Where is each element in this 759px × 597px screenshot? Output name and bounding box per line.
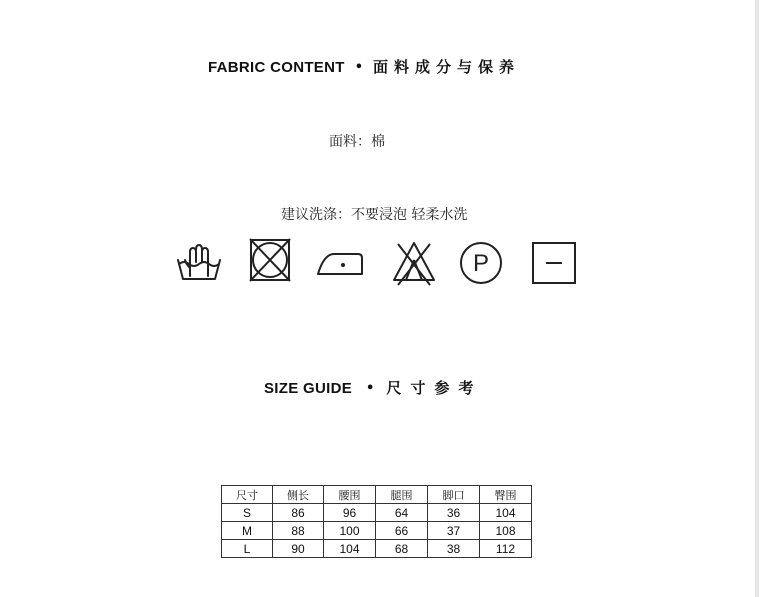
table-header: 侧长 [273, 486, 324, 504]
table-cell: 66 [376, 522, 428, 540]
hand-wash-icon [176, 238, 222, 282]
dry-clean-p-icon [458, 240, 504, 286]
table-cell: 64 [376, 504, 428, 522]
fabric-content-heading [208, 56, 520, 77]
table-cell: 112 [480, 540, 532, 558]
table-cell: 38 [428, 540, 480, 558]
table-cell: 88 [273, 522, 324, 540]
table-cell: 104 [480, 504, 532, 522]
fabric-title-en: FABRIC CONTENT [208, 59, 345, 76]
table-cell: 37 [428, 522, 480, 540]
table-cell: 96 [324, 504, 376, 522]
size-title-en: SIZE GUIDE [264, 380, 353, 397]
size-title-zh: 尺寸参考 [386, 379, 483, 397]
fabric-title-zh: 面料成分与保养 [373, 58, 521, 76]
table-cell: 100 [324, 522, 376, 540]
heading-separator: • [354, 60, 364, 75]
table-row [222, 540, 532, 558]
table-cell: 104 [324, 540, 376, 558]
table-cell: 90 [273, 540, 324, 558]
size-table [221, 485, 532, 558]
table-cell: 36 [428, 504, 480, 522]
table-row [222, 522, 532, 540]
table-cell: 108 [480, 522, 532, 540]
heading-separator: • [366, 381, 375, 396]
table-header: 腿围 [376, 486, 428, 504]
table-cell: M [222, 522, 273, 540]
right-edge-border [755, 0, 759, 597]
material-text: 面料：棉 [329, 134, 385, 150]
table-cell: 68 [376, 540, 428, 558]
dry-clean-letter: P [472, 250, 490, 277]
low-iron-icon [316, 246, 366, 278]
table-header: 尺寸 [222, 486, 273, 504]
flat-dry-icon [531, 241, 577, 285]
table-header-row [222, 486, 532, 504]
washing-instructions: 建议洗涤：不要浸泡 轻柔水洗 [281, 207, 468, 223]
table-cell: L [222, 540, 273, 558]
do-not-bleach-icon [392, 240, 436, 286]
do-not-tumble-dry-icon [249, 238, 293, 284]
size-guide-heading [264, 377, 482, 398]
table-header: 脚口 [428, 486, 480, 504]
table-row [222, 504, 532, 522]
table-cell: 86 [273, 504, 324, 522]
table-header: 腰围 [324, 486, 376, 504]
table-header: 臀围 [480, 486, 532, 504]
table-cell: S [222, 504, 273, 522]
